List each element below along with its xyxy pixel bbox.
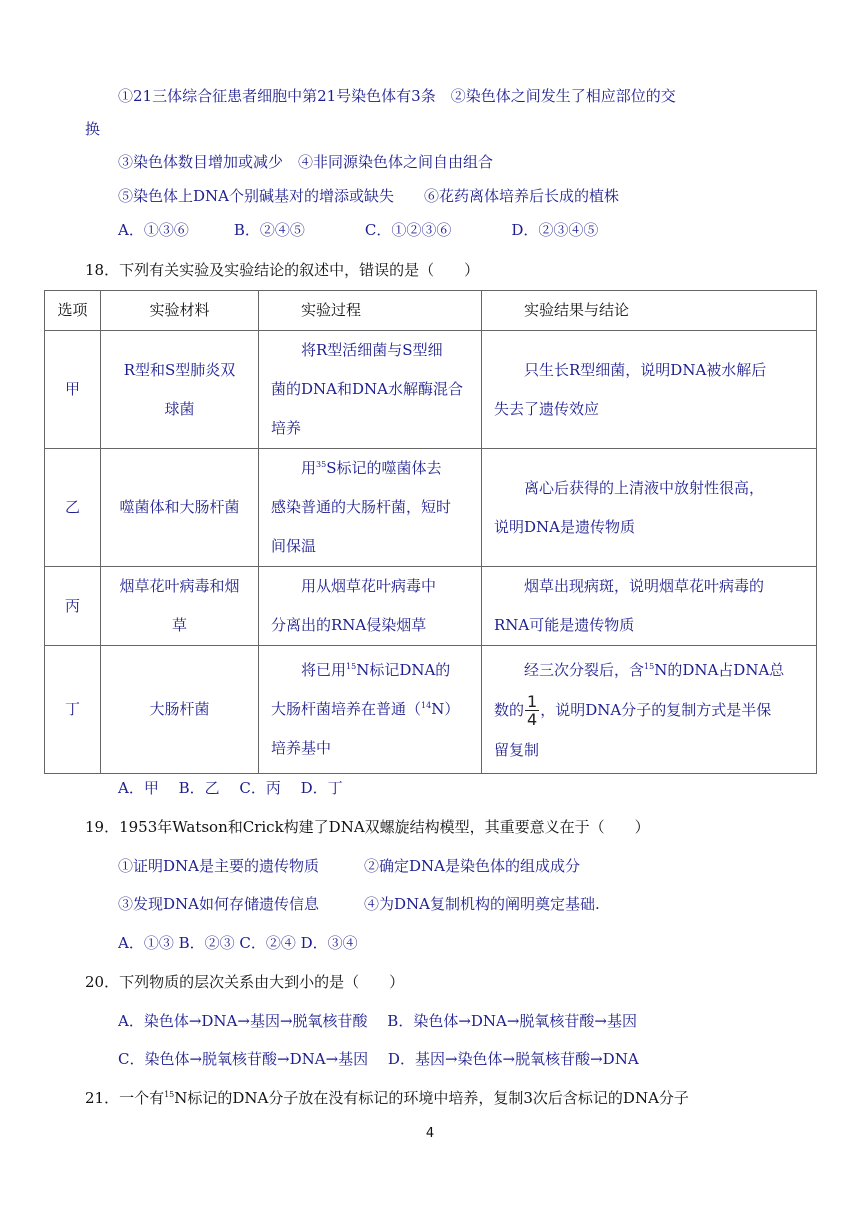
row-process xyxy=(259,646,482,774)
row-result xyxy=(482,567,817,646)
q19-line2: ③发现DNA如何存储遗传信息 ④为DNA复制机构的阐明奠定基础. xyxy=(118,895,600,913)
q21-stem: 21．一个有$^{15}$N标记的DNA分子放在没有标记的环境中培养，复制3次后含标记的DNA分子 xyxy=(85,1089,689,1107)
process-line: 将已用$^{15}$N标记DNA的 xyxy=(301,661,451,679)
table-header-row xyxy=(45,291,817,331)
table-row xyxy=(45,646,817,774)
material-line: 草 xyxy=(171,616,187,634)
row-option: 丁 xyxy=(45,646,101,774)
header-result: 实验结果与结论 xyxy=(482,291,817,331)
process-line: 菌的DNA和DNA水解酶混合 xyxy=(271,380,463,398)
q17-line1: ①21三体综合征患者细胞中第21号染色体有3条 ②染色体之间发生了相应部位的交 xyxy=(118,87,676,105)
result-line: RNA可能是遗传物质 xyxy=(494,616,635,634)
row-process xyxy=(259,449,482,567)
row-option: 丙 xyxy=(45,567,101,646)
q17-line2: ③染色体数目增加或减少 ④非同源染色体之间自由组合 xyxy=(118,153,494,171)
process-line: 感染普通的大肠杆菌，短时 xyxy=(271,498,452,516)
process-line: 培养 xyxy=(271,419,302,437)
result-line: 只生长R型细菌，说明DNA被水解后 xyxy=(524,360,767,379)
process-line: 大肠杆菌培养在普通（$^{14}$N） xyxy=(271,700,460,718)
result-line: 数的 $\frac{1}{4}$ ，说明DNA分子的复制方式是半保 xyxy=(494,692,772,729)
experiment-table xyxy=(44,290,817,774)
row-material xyxy=(101,567,259,646)
table-row xyxy=(45,567,817,646)
material-line: R型和S型肺炎双 xyxy=(123,360,236,379)
material-line: 烟草花叶病毒和烟 xyxy=(119,577,240,595)
process-line: 将R型活细菌与S型细 xyxy=(301,341,443,359)
material-line: 噬菌体和大肠杆菌 xyxy=(119,498,240,516)
process-line: 培养基中 xyxy=(271,739,332,757)
q20-stem: 20．下列物质的层次关系由大到小的是（ ） xyxy=(85,973,405,991)
row-material xyxy=(101,331,259,449)
material-line: 球菌 xyxy=(164,399,195,418)
q19-options: A．①③ B．②③ C．②④ D．③④ xyxy=(118,934,358,952)
result-line: 失去了遗传效应 xyxy=(494,399,600,418)
row-process xyxy=(259,567,482,646)
table-row xyxy=(45,449,817,567)
fraction-one-quarter: $\frac{1}{4}$ xyxy=(527,692,538,729)
process-line: 用$^{35}$S标记的噬菌体去 xyxy=(301,459,442,477)
row-result xyxy=(482,449,817,567)
row-option: 乙 xyxy=(45,449,101,567)
material-line: 大肠杆菌 xyxy=(149,700,210,718)
process-line: 用从烟草花叶病毒中 xyxy=(301,577,437,595)
result-line: 经三次分裂后，含$^{15}$N的DNA占DNA总 xyxy=(524,660,785,679)
row-process xyxy=(259,331,482,449)
q18-stem: 18．下列有关实验及实验结论的叙述中，错误的是（ ） xyxy=(85,261,480,279)
q17-options: A．①③⑥ B．②④⑤ C．①②③⑥ D．②③④⑤ xyxy=(118,221,599,239)
header-process: 实验过程 xyxy=(259,291,482,331)
result-line: 说明DNA是遗传物质 xyxy=(494,517,635,536)
row-option: 甲 xyxy=(45,331,101,449)
q20-line2: C．染色体→脱氧核苷酸→DNA→基因 D．基因→染色体→脱氧核苷酸→DNA xyxy=(118,1050,639,1068)
q19-line1: ①证明DNA是主要的遗传物质 ②确定DNA是染色体的组成成分 xyxy=(118,857,580,875)
table-row xyxy=(45,331,817,449)
page-number: 4 xyxy=(425,1126,435,1141)
q18-options: A．甲 B．乙 C．丙 D．丁 xyxy=(118,779,343,797)
row-material xyxy=(101,449,259,567)
q19-stem: 19．1953年Watson和Crick构建了DNA双螺旋结构模型，其重要意义在于（ ） xyxy=(85,818,650,836)
header-material: 实验材料 xyxy=(101,291,259,331)
process-line: 间保温 xyxy=(271,537,317,555)
row-result xyxy=(482,331,817,449)
header-option: 选项 xyxy=(45,291,101,331)
result-line: 离心后获得的上清液中放射性很高， xyxy=(524,478,765,497)
process-line: 分离出的RNA侵染烟草 xyxy=(271,616,427,634)
q20-line1: A．染色体→DNA→基因→脱氧核苷酸 B．染色体→DNA→脱氧核苷酸→基因 xyxy=(118,1012,638,1030)
result-line: 烟草出现病斑，说明烟草花叶病毒的 xyxy=(524,577,765,595)
q17-line1-cont: 换 xyxy=(85,120,101,138)
row-result xyxy=(482,646,817,774)
result-line: 留复制 xyxy=(494,740,540,759)
q17-line3: ⑤染色体上DNA个别碱基对的增添或缺失 ⑥花药离体培养后长成的植株 xyxy=(118,187,619,205)
row-material xyxy=(101,646,259,774)
